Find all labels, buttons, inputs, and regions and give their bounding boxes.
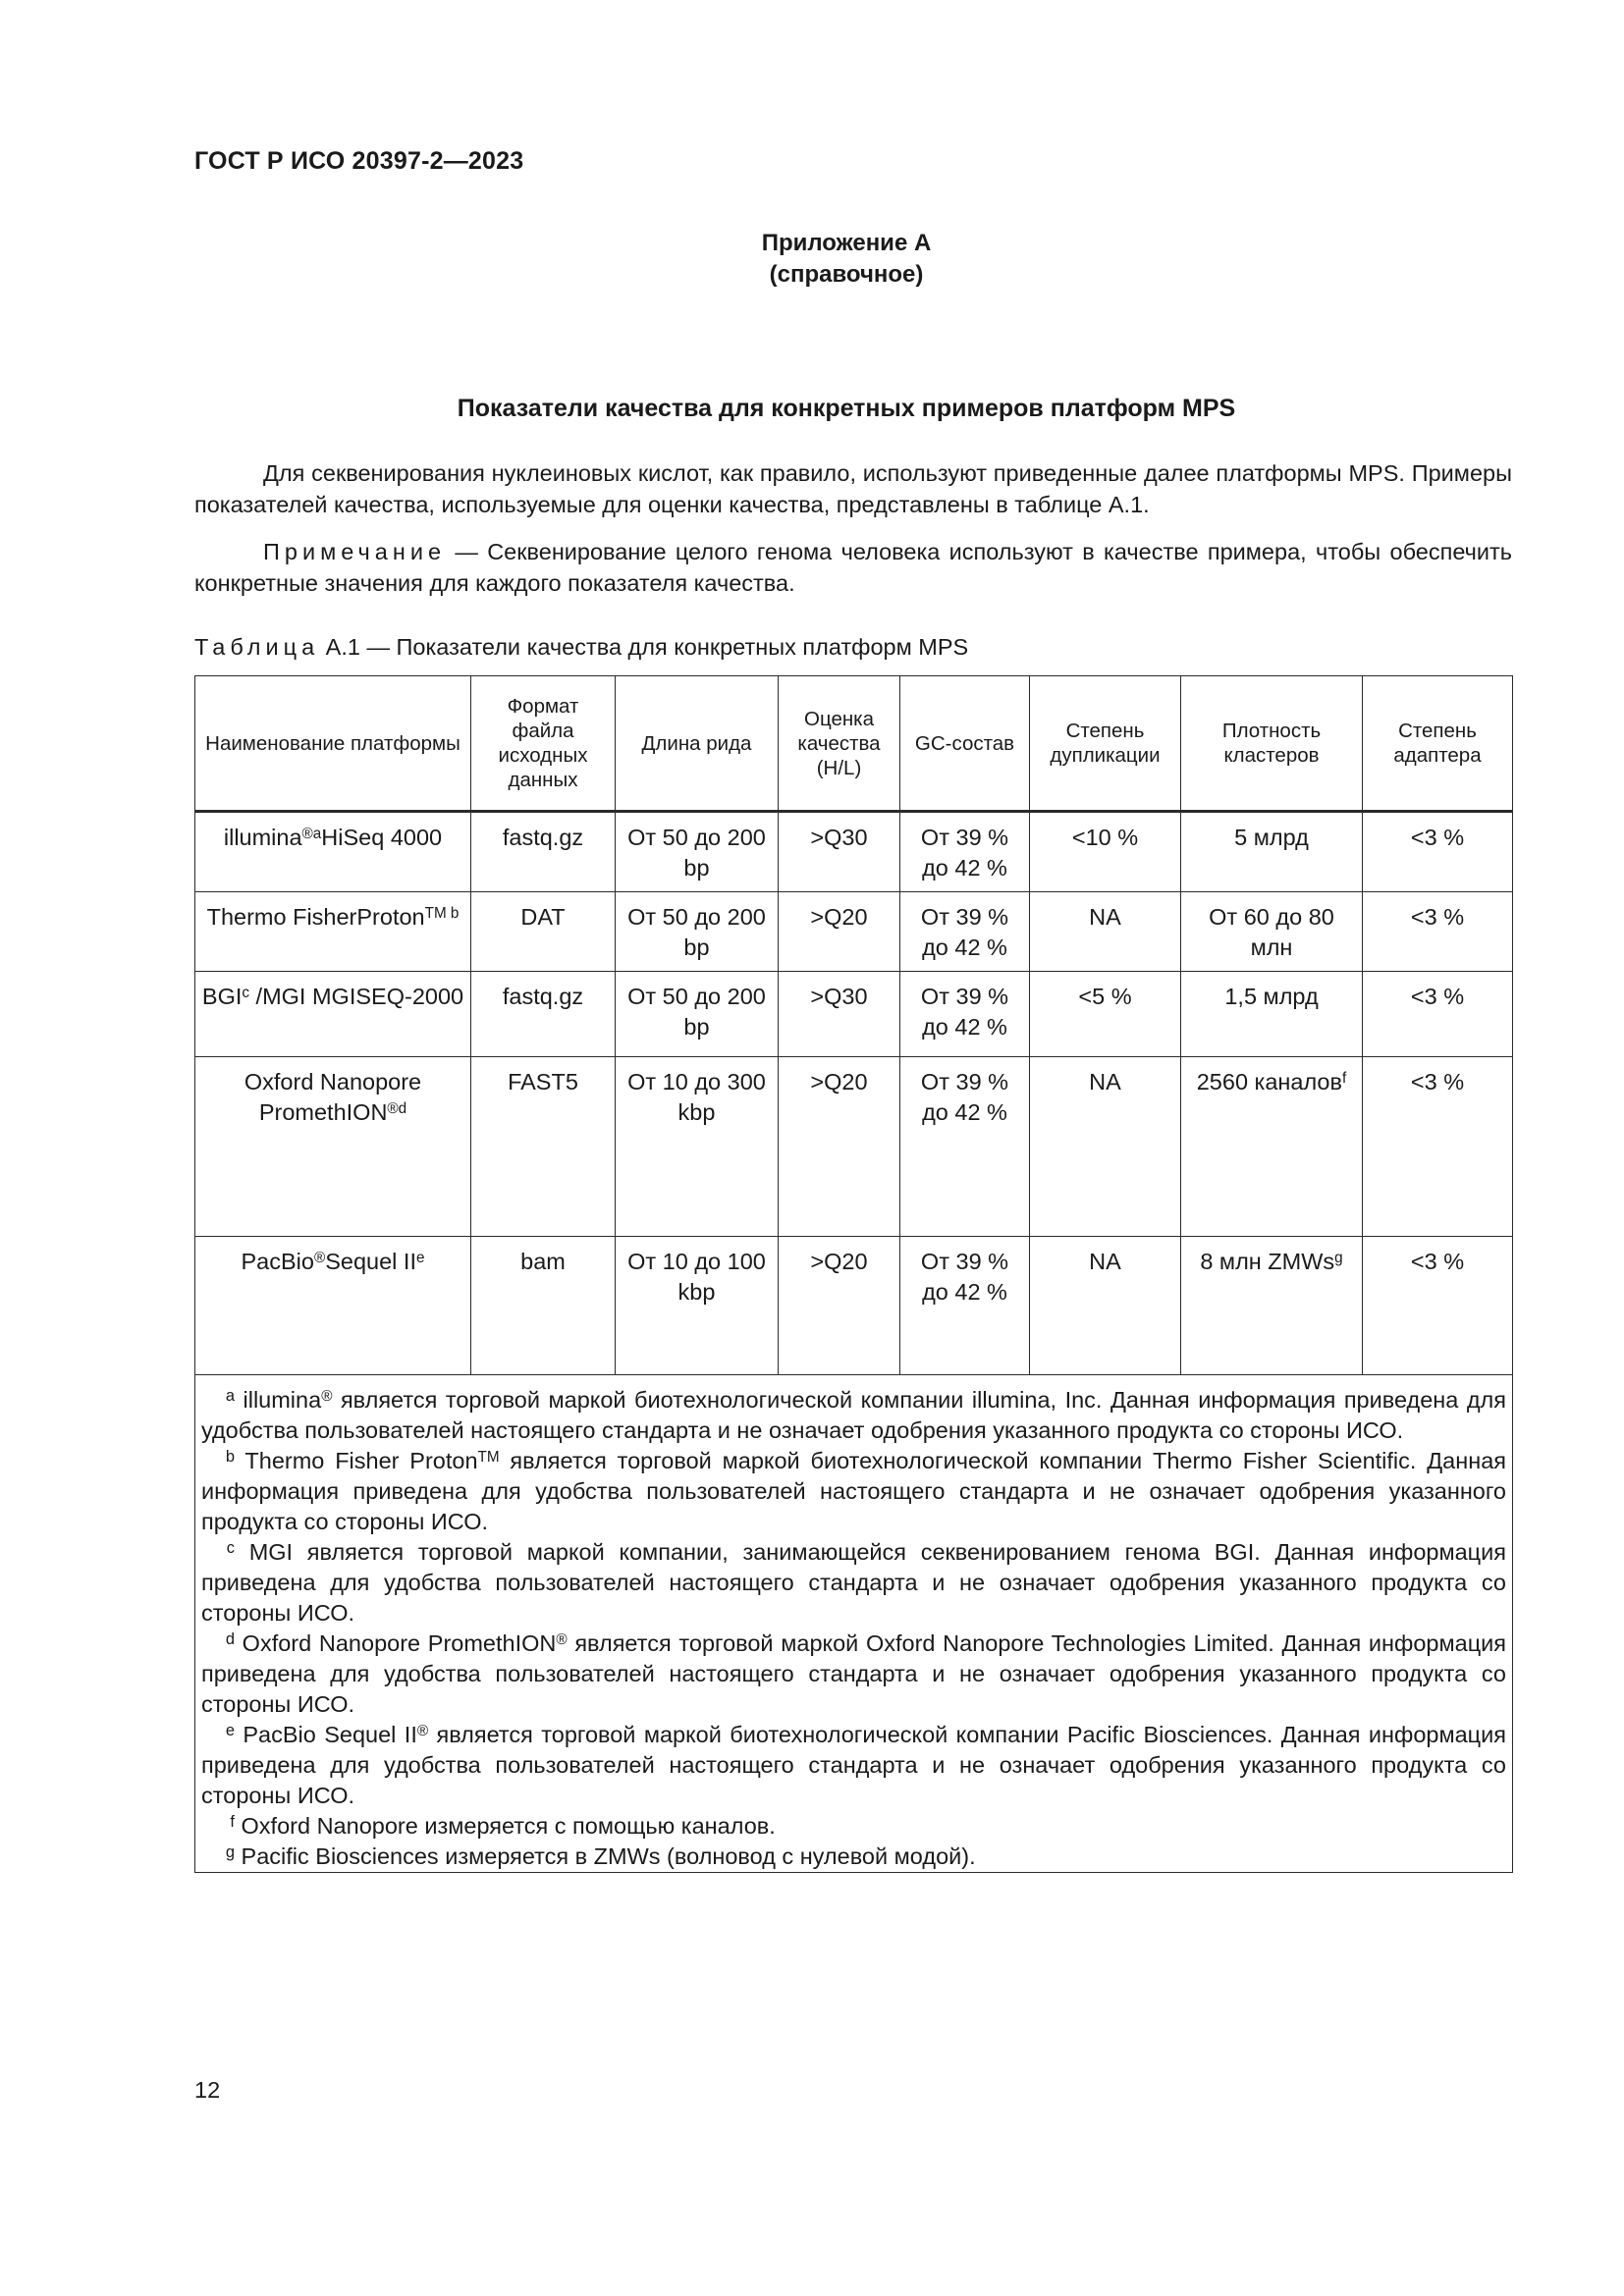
footnote	[201, 1842, 1506, 1872]
table-caption-text: А.1 — Показатели качества для конкретных платформ MPS	[319, 634, 969, 660]
footnote	[201, 1537, 1506, 1629]
cell-format: fastq.gz	[471, 812, 616, 892]
cell-platform	[195, 1057, 471, 1237]
cell-adapter: <3 %	[1363, 892, 1513, 972]
footnote	[201, 1629, 1506, 1720]
annex-heading	[0, 228, 1624, 291]
cell-platform	[195, 1237, 471, 1375]
density-value: 1,5 млрд	[1224, 984, 1319, 1009]
intro-paragraph	[194, 457, 1512, 520]
footnote-text: является торговой маркой Oxford Nanopore Technologies Limited. Данная информация приведена для удобства пользователей настоящего стандарта и не означает одобрения указанного продукта со стороны ИСО.	[201, 1630, 1507, 1717]
platform-model: /MGI MGISEQ-2000	[249, 984, 464, 1009]
cell-gc: От 39 % до 42 %	[900, 892, 1030, 972]
cell-quality: >Q20	[779, 892, 900, 972]
quality-table	[194, 675, 1513, 1873]
cell-quality: >Q20	[779, 1237, 900, 1375]
platform-sup: TM b	[424, 905, 460, 922]
cell-platform	[195, 892, 471, 972]
platform-sup: ®a	[301, 826, 322, 842]
table-caption-label: Таблица	[194, 634, 320, 660]
footnote-lead: Thermo Fisher Proton	[235, 1448, 478, 1473]
platform-sup: e	[415, 1250, 425, 1266]
footnote	[201, 1385, 1506, 1446]
footnote-text: является торговой маркой биотехнологической компании Thermo Fisher Scientific. Данная информация приведена для удобства пользователей настоящего стандарта и не означает одобрения указанного продукта со стороны ИСО.	[201, 1448, 1506, 1534]
cell-read-length: От 50 до 200 bp	[616, 892, 779, 972]
density-value: 8 млн ZMWs	[1200, 1249, 1335, 1274]
cell-density	[1181, 892, 1363, 972]
cell-format: FAST5	[471, 1057, 616, 1237]
page-number: 12	[194, 2077, 221, 2103]
cell-read-length: От 50 до 200 bp	[616, 812, 779, 892]
cell-duplication: NA	[1030, 1237, 1181, 1375]
table-header-row	[195, 676, 1513, 812]
platform-name: illumina	[223, 825, 302, 850]
cell-gc: От 39 % до 42 %	[900, 1237, 1030, 1375]
density-value: 5 млрд	[1234, 825, 1309, 850]
platform-model: Sequel II	[325, 1249, 416, 1274]
cell-read-length: От 50 до 200 bp	[616, 972, 779, 1057]
density-value: 2560 каналов	[1196, 1069, 1342, 1095]
cell-quality: >Q20	[779, 1057, 900, 1237]
footnote-text: является торговой маркой биотехнологической компании Pacific Biosciences. Данная информация приведена для удобства пользователей настоящего стандарта и не означает одобрения указанного продукта со стороны ИСО.	[201, 1722, 1506, 1808]
footnote-text: измеряется с помощью каналов.	[417, 1813, 776, 1839]
footnotes-row	[195, 1375, 1513, 1873]
footnote-mark: b	[225, 1448, 235, 1466]
table-caption	[194, 634, 968, 661]
cell-format: fastq.gz	[471, 972, 616, 1057]
cell-adapter: <3 %	[1363, 972, 1513, 1057]
note-label: Примечание	[263, 539, 447, 564]
cell-duplication: <5 %	[1030, 972, 1181, 1057]
platform-sup: c	[242, 985, 250, 1001]
cell-adapter: <3 %	[1363, 812, 1513, 892]
cell-gc: От 39 % до 42 %	[900, 1057, 1030, 1237]
cell-read-length: От 10 до 100 kbp	[616, 1237, 779, 1375]
footnote-lead-sup: ®	[556, 1631, 568, 1648]
density-value: От 60 до 80 млн	[1209, 904, 1334, 960]
platform-sup: ®d	[387, 1100, 407, 1117]
annex-title: Приложение А	[761, 230, 932, 256]
cell-gc: От 39 % до 42 %	[900, 972, 1030, 1057]
footnote-lead-sup: ®	[416, 1723, 429, 1739]
footnote-mark: d	[225, 1630, 235, 1648]
footnote-lead: Oxford Nanopore PromethION	[235, 1630, 557, 1656]
header-gc: GC-состав	[900, 676, 1030, 812]
footnote	[201, 1811, 1506, 1842]
document-standard-header: ГОСТ Р ИСО 20397-2—2023	[194, 147, 524, 175]
density-sup: g	[1334, 1250, 1343, 1266]
intro-text: Для секвенирования нуклеиновых кислот, как правило, используют приведенные далее платформы MPS. Примеры показателей качества, используемые для оценки качества, представлены в таблице А.1.	[194, 460, 1512, 517]
cell-format: DAT	[471, 892, 616, 972]
cell-duplication: NA	[1030, 1057, 1181, 1237]
cell-duplication: NA	[1030, 892, 1181, 972]
footnote-mark: c	[226, 1539, 235, 1557]
cell-density	[1181, 1057, 1363, 1237]
annex-type: (справочное)	[769, 261, 924, 288]
cell-platform	[195, 972, 471, 1057]
header-read-length: Длина рида	[616, 676, 779, 812]
header-platform: Наименование платформы	[195, 676, 471, 812]
footnote-mark: f	[230, 1813, 235, 1831]
footnote-text: измеряется в ZMWs (волновод с нулевой модой).	[438, 1843, 976, 1869]
table-row	[195, 1237, 1513, 1375]
footnote	[201, 1446, 1506, 1537]
footnote-mark: g	[225, 1843, 235, 1861]
note-paragraph	[194, 536, 1512, 599]
cell-density	[1181, 812, 1363, 892]
footnote-lead: Pacific Biosciences	[235, 1843, 439, 1869]
platform-name: PacBio	[241, 1249, 314, 1274]
platform-name: Thermo FisherProton	[206, 904, 425, 930]
table-row	[195, 1057, 1513, 1237]
footnote	[201, 1720, 1506, 1811]
cell-gc: От 39 % до 42 %	[900, 812, 1030, 892]
platform-model: HiSeq 4000	[321, 825, 443, 850]
section-title: Показатели качества для конкретных примеров платформ MPS	[457, 395, 1236, 422]
footnote-mark: a	[225, 1387, 235, 1405]
platform-sup: ®	[313, 1250, 326, 1266]
cell-format: bam	[471, 1237, 616, 1375]
cell-density	[1181, 1237, 1363, 1375]
note-text: — Секвенирование целого генома человека используют в качестве примера, чтобы обеспечить конкретные значения для каждого показателя качества.	[194, 539, 1512, 596]
header-quality: Оценка качества (H/L)	[779, 676, 900, 812]
footnote-lead: PacBio Sequel II	[235, 1722, 417, 1747]
footnote-mark: e	[225, 1722, 235, 1739]
footnote-lead: MGI	[235, 1539, 294, 1565]
cell-quality: >Q30	[779, 812, 900, 892]
platform-name: BGI	[201, 984, 243, 1009]
cell-quality: >Q30	[779, 972, 900, 1057]
table-footnotes	[195, 1375, 1513, 1873]
cell-read-length: От 10 до 300 kbp	[616, 1057, 779, 1237]
header-format: Формат файла исходных данных	[471, 676, 616, 812]
table-row	[195, 892, 1513, 972]
table-row	[195, 972, 1513, 1057]
cell-duplication: <10 %	[1030, 812, 1181, 892]
footnote-lead-sup: ®	[321, 1388, 333, 1405]
footnote-lead-sup: TM	[477, 1449, 500, 1466]
footnote-lead: Oxford Nanopore	[235, 1813, 418, 1839]
cell-density	[1181, 972, 1363, 1057]
cell-adapter: <3 %	[1363, 1057, 1513, 1237]
footnote-text: является торговой маркой компании, занимающейся секвенированием генома BGI. Данная информация приведена для удобства пользователей настоящего стандарта и не означает одобрения указанного продукта со стороны ИСО.	[201, 1539, 1506, 1626]
header-density: Плотность кластеров	[1181, 676, 1363, 812]
header-adapter: Степень адаптера	[1363, 676, 1513, 812]
platform-name: Oxford Nanopore PromethION	[244, 1069, 422, 1125]
footnote-text: является торговой маркой биотехнологической компании illumina, Inc. Данная информация приведена для удобства пользователей настоящего стандарта и не означает одобрения указанного продукта со стороны ИСО.	[201, 1387, 1506, 1443]
table-row	[195, 812, 1513, 892]
header-duplication: Степень дупликации	[1030, 676, 1181, 812]
cell-adapter: <3 %	[1363, 1237, 1513, 1375]
footnote-lead: illumina	[235, 1387, 322, 1413]
cell-platform	[195, 812, 471, 892]
density-sup: f	[1342, 1070, 1347, 1087]
